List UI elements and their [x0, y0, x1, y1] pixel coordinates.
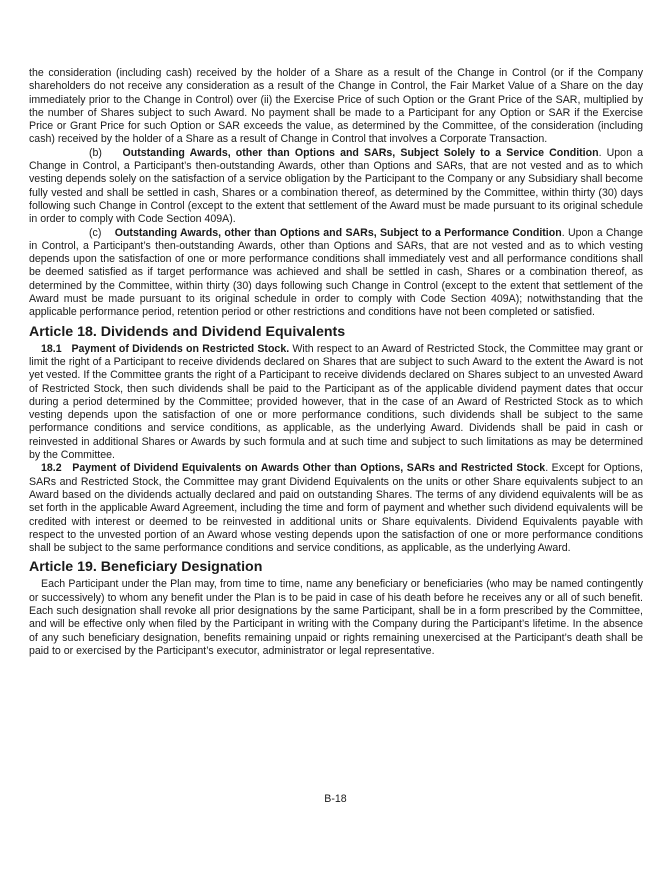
article-19-text: Each Participant under the Plan may, from time to time, name any beneficiary or beneficiaries (who may be named contingently or successively) to whom any benefit under the Plan is to be paid in case of his death before he receives any or all of such benefit. Each such designation shall revoke all prior designations by the same Participant, shall be in a form prescribed by the Committee, and will be effective only when filed by the Participant in writing with the Company during the Participant’s lifetime. In the absence of any such beneficiary designation, benefits remaining unpaid or rights remaining unexercised at the Participant’s death shall be paid to or exercised by the Participant’s executor, administrator or legal representative.	[29, 578, 643, 657]
clause-title-b: Outstanding Awards, other than Options and SARs, Subject Solely to a Service Condition	[122, 146, 599, 159]
clause-label-c: (c)	[89, 226, 102, 239]
document-page	[29, 67, 643, 658]
paragraph-b	[29, 147, 643, 227]
section-18-1-title: Payment of Dividends on Restricted Stock.	[71, 342, 290, 355]
clause-label-b: (b)	[89, 146, 102, 159]
article-19-heading: Article 19. Beneficiary Designation	[29, 559, 263, 576]
clause-text-c: . Upon a Change in Control, a Participant’s then-outstanding Awards, other than Options and SARs, that are not vested and as to which vesting depends upon the satisfaction of one or more performance conditions shall immediately vest and all performance conditions shall be deemed satisfied as if target performance was achieved and shall be settled in cash, Shares or a combination thereof, as determined by the Committee, within thirty (30) days following such Change in Control (except to the extent that settlement of the Award must be made pursuant to its original schedule in order to comply with Code Section 409A); notwithstanding that the applicable performance period, retention period or other restrictions and conditions have not been completed or satisfied.	[29, 226, 643, 319]
page-number: B-18	[324, 793, 347, 805]
section-18-1-text: With respect to an Award of Restricted Stock, the Committee may grant or limit the right of a Participant to receive dividends declared on Shares that are subject to such Award to the extent the Award is not yet vested. If the Committee grants the right of a Participant to receive dividends declared on Shares subject to an unvested Award of Restricted Stock, then such dividends shall be paid to the Participant as of the applicable dividend payment dates that occur during a period determined by the Committee; provided however, that in the case of an Award of Restricted Stock as to which vesting depends upon the satisfaction of one or more performance conditions, such dividends shall be subject to the same performance conditions and service conditions, as applicable, as the underlying Award. Dividends shall be paid in cash or reinvested in additional Shares or Awards by such formula and at such time and subject to such limitations as may be determined by the Committee.	[29, 342, 643, 462]
section-18-2-number: 18.2	[41, 462, 62, 475]
section-18-1	[29, 343, 643, 463]
section-18-1-number: 18.1	[41, 342, 62, 355]
section-18-2-text: . Except for Options, SARs and Restricted Stock, the Committee may grant Dividend Equivalents on the units or other Share equivalents subject to an Award based on the dividends actually declared and paid on outstanding Shares. The terms of any dividend equivalents will be as set forth in the applicable Award Agreement, including the time and form of payment and whether such dividend equivalents will be credited with interest or deemed to be reinvested in additional units or Share equivalents. Dividend Equivalents payable with respect to the unvested portion of an Award whose vesting depends upon the satisfaction of one or more performance conditions shall be subject to the same performance conditions and service conditions, as applicable, as the underlying Award.	[29, 462, 643, 555]
clause-title-c: Outstanding Awards, other than Options and SARs, Subject to a Performance Condition	[114, 226, 562, 239]
article-18-heading: Article 18. Dividends and Dividend Equivalents	[29, 323, 346, 340]
section-18-2	[29, 462, 643, 555]
clause-text-b: . Upon a Change in Control, a Participant’s then-outstanding Awards, other than Options and SARs, that are not vested and as to which vesting depends solely on the satisfaction of a service obligation by the Participant to the Company or any Subsidiary shall become fully vested and shall be settled in cash, Shares or a combination thereof, as determined by the Committee, within thirty (30) days following such Change in Control (except to the extent that settlement of the Award must be made pursuant to its original schedule in order to comply with Code Section 409A).	[29, 146, 643, 226]
paragraph-c	[29, 227, 643, 320]
section-18-2-title: Payment of Dividend Equivalents on Awards Other than Options, SARs and Restricted Stock	[72, 462, 546, 475]
paragraph-continuation: the consideration (including cash) received by the holder of a Share as a result of the Change in Control (or if the Company shareholders do not receive any consideration as a result of the Change in Control, the Fair Market Value of a Share on the day immediately prior to the Change in Control) over (ii) the Exercise Price of such Option or the Grant Price of the SAR, multiplied by the number of Shares subject to such Award. No payment shall be made to a Participant for any Option or SAR if the Exercise Price or Grant Price for such Option or SAR exceeds the value, as determined by the Committee, of the consideration (including cash) received by the holder of a Share as a result of Change in Control that involves a Corporate Transaction.	[29, 67, 643, 146]
